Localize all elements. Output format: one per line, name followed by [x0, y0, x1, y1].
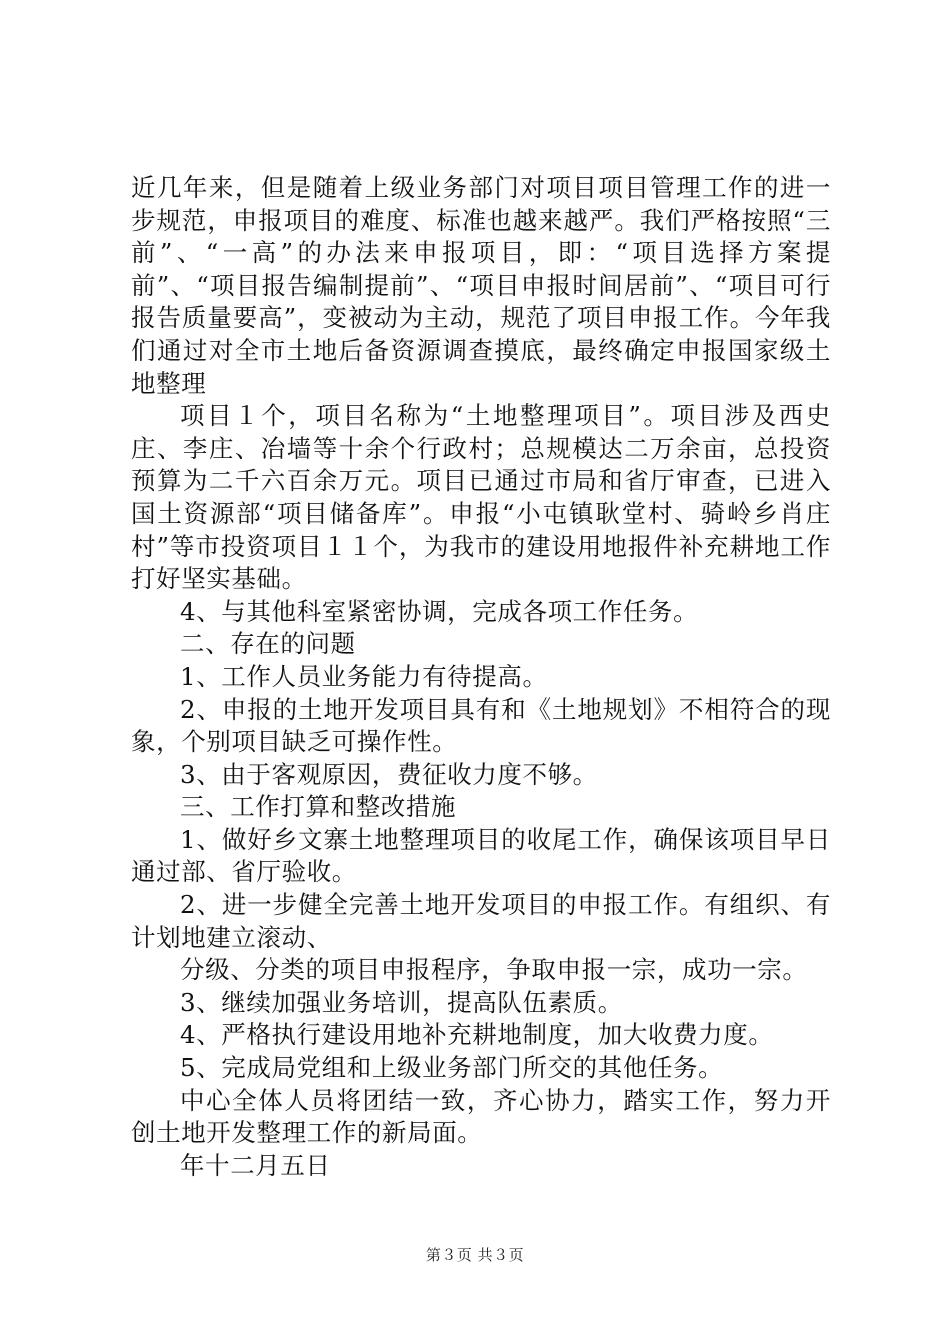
paragraph-problem-2: 2、申报的土地开发项目具有和《土地规划》不相符合的现象，个别项目缺乏可操作性。: [131, 694, 831, 757]
section-heading-plans: 三、工作打算和整改措施: [180, 792, 457, 822]
paragraph-problem-3: 3、由于客观原因，费征收力度不够。: [180, 759, 598, 789]
paragraph-closing: 中心全体人员将团结一致，齐心协力，踏实工作，努力开创土地开发整理工作的新局面。: [131, 1085, 831, 1148]
paragraph-project-details: 项目１个，项目名称为“土地整理项目”。项目涉及西史庄、李庄、冶墙等十余个行政村；总规模达二万余亩，总投资预算为二千六百余万元。项目已通过市局和省厅审查，已进入国土资源部“项目储备库”。申报“小屯镇耿堂村、骑岭乡肖庄村”等市投资项目１１个，为我市的建设用地报件补充耕地工作打好坚实基础。: [131, 401, 831, 594]
paragraph-project-requirements: 近几年来，但是随着上级业务部门对项目项目管理工作的进一步规范，申报项目的难度、标准也越来越严。我们严格按照“三前”、“一高”的办法来申报项目，即：“项目选择方案提前”、“项目报告编制提前”、“项目申报时间居前”、“项目可行报告质量要高”，变被动为主动，规范了项目申报工作。今年我们通过对全市土地后备资源调查摸底，最终确定申报国家级土地整理: [131, 173, 831, 398]
paragraph-plan-2-continued: 分级、分类的项目申报程序，争取申报一宗，成功一宗。: [180, 955, 808, 985]
document-body: [131, 172, 831, 1182]
section-heading-problems: 二、存在的问题: [180, 629, 356, 659]
paragraph-item-4-coordination: 4、与其他科室紧密协调，完成各项工作任务。: [180, 596, 699, 626]
document-date: 年十二月五日: [180, 1150, 331, 1180]
paragraph-plan-3: 3、继续加强业务培训，提高队伍素质。: [180, 987, 623, 1017]
paragraph-plan-1: 1、做好乡文寨土地整理项目的收尾工作，确保该项目早日通过部、省厅验收。: [131, 824, 831, 887]
paragraph-plan-4: 4、严格执行建设用地补充耕地制度，加大收费力度。: [180, 1020, 774, 1050]
paragraph-plan-5: 5、完成局党组和上级业务部门所交的其他任务。: [180, 1053, 724, 1083]
page-number-footer: 第３页 共３页: [425, 1246, 525, 1264]
paragraph-problem-1: 1、工作人员业务能力有待提高。: [180, 661, 548, 691]
paragraph-plan-2: 2、进一步健全完善土地开发项目的申报工作。有组织、有计划地建立滚动、: [131, 890, 831, 952]
